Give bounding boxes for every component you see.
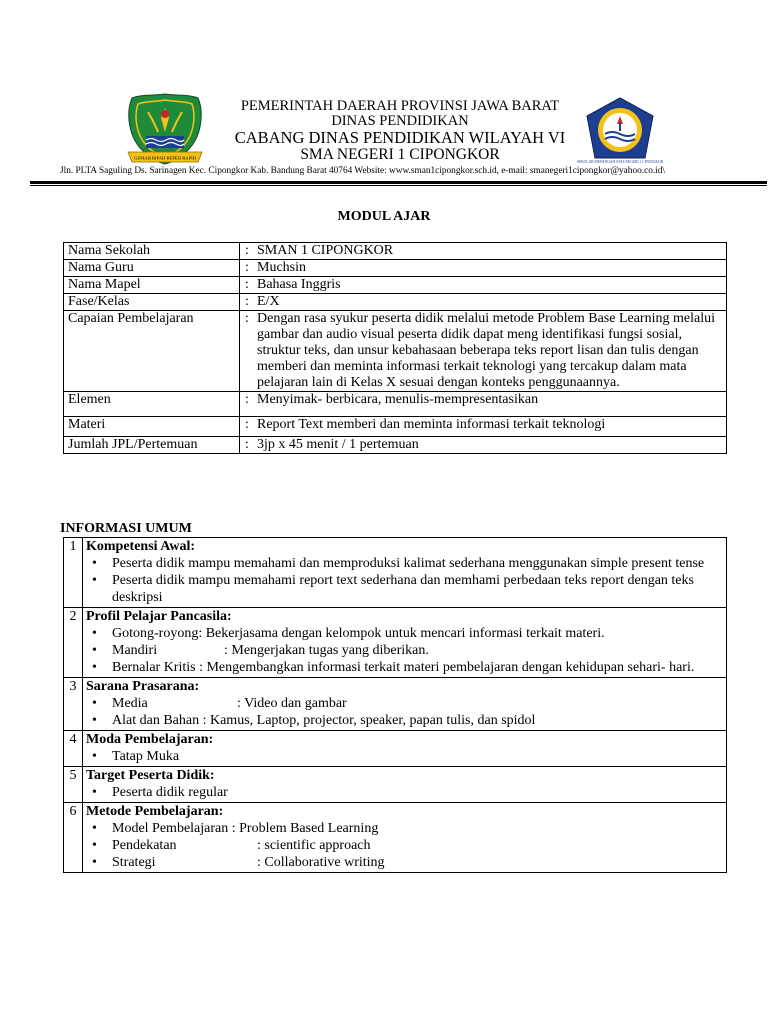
item-text: : Bekerjasama dengan kelompok untuk mencari informasi terkait materi. <box>198 626 605 641</box>
list-item <box>86 642 723 659</box>
identity-value: Bahasa Inggris <box>257 277 341 292</box>
item-label: Pendekatan <box>112 838 177 853</box>
section-body <box>83 767 727 803</box>
identity-value: 3jp x 45 menit / 1 pertemuan <box>257 437 419 452</box>
table-row <box>64 731 727 767</box>
list-item <box>86 820 723 837</box>
section-number: 3 <box>64 678 83 731</box>
item-label: Strategi <box>112 855 156 870</box>
bullet-list <box>86 784 723 801</box>
section-number: 2 <box>64 608 83 678</box>
table-row <box>64 311 727 392</box>
identity-value: Menyimak- berbicara, menulis-mempresentasikan <box>257 392 539 407</box>
identity-key: Nama Mapel <box>64 277 240 294</box>
section-heading: Kompetensi Awal: <box>86 539 196 554</box>
bullet-list <box>86 625 723 676</box>
list-item: • Peserta didik mampu memahami dan memproduksi kalimat sederhana menggunakan simple present tense <box>86 555 723 572</box>
item-label: Bernalar Kritis <box>112 660 196 675</box>
table-row <box>64 608 727 678</box>
school-logo <box>576 96 664 166</box>
table-row <box>64 767 727 803</box>
table-row <box>64 277 727 294</box>
section-heading: Moda Pembelajaran: <box>86 732 214 747</box>
list-item <box>86 712 723 729</box>
identity-value: Report Text memberi dan meminta informasi terkait teknologi <box>257 417 606 432</box>
list-item <box>86 659 723 676</box>
section-body <box>83 678 727 731</box>
table-row <box>64 803 727 873</box>
section-heading: Profil Pelajar Pancasila: <box>86 609 232 624</box>
section-number: 6 <box>64 803 83 873</box>
item-text: : Collaborative writing <box>257 855 385 870</box>
general-info-table <box>63 537 727 873</box>
table-row <box>64 437 727 454</box>
school-address: Jln. PLTA Saguling Ds. Sarinagen Kec. Cipongkor Kab. Bandung Barat 40764 Website: www.sman1cipongkor.sch.id, e-mail: smanegeri1cipongkor@yahoo.co.id\ <box>60 166 665 176</box>
table-row <box>64 392 727 417</box>
list-item: • Tatap Muka <box>86 748 723 765</box>
table-row <box>64 678 727 731</box>
item-label: Model Pembelajaran <box>112 821 229 836</box>
identity-key: Materi <box>64 417 240 437</box>
bullet-list <box>86 820 723 871</box>
bullet-list <box>86 748 723 765</box>
list-item <box>86 854 723 871</box>
list-item <box>86 837 723 854</box>
identity-value: Dengan rasa syukur peserta didik melalui metode Problem Base Learning melalui gambar dan audio visual peserta didik dapat meng identifikasi fungsi sosial, struktur teks, dan unsur kebahasaan beberapa teks report lisan dan tulis dengan memberi dan meminta informasi terkait teknologi yang tercakup dalam mata pelajaran lain di Kelas X sesuai dengan konteks penggunaannya. <box>257 311 715 390</box>
identity-table <box>63 242 727 454</box>
bullet-list <box>86 695 723 729</box>
document-title: MODUL AJAR <box>337 209 431 224</box>
letterhead-divider-thick <box>30 181 767 184</box>
school-logo-text: SEKOLAH MENENGAH ATAS NEGERI 1 CIPONGKOR <box>576 160 664 164</box>
identity-key: Nama Sekolah <box>64 243 240 260</box>
identity-value: Muchsin <box>257 260 306 275</box>
section-title: INFORMASI UMUM <box>60 521 192 536</box>
section-body <box>83 803 727 873</box>
identity-value: E/X <box>257 294 280 309</box>
agency-name: DINAS PENDIDIKAN <box>331 113 469 130</box>
table-row <box>64 243 727 260</box>
section-body <box>83 538 727 608</box>
identity-key: Fase/Kelas <box>64 294 240 311</box>
identity-key: Elemen <box>64 392 240 417</box>
item-text: : Mengembangkan informasi terkait materi pembelajaran dengan kehidupan sehari- hari. <box>195 660 695 675</box>
list-item: • Peserta didik regular <box>86 784 723 801</box>
identity-value-cell: : Dengan rasa syukur peserta didik melalui metode Problem Base Learning melalui gambar dan audio visual peserta didik dapat meng identifikasi fungsi sosial, struktur teks, dan unsur kebahasaan beberapa teks report lisan dan tulis dengan memberi dan meminta informasi terkait teknologi yang tercakup dalam mata pelajaran lain di Kelas X sesuai dengan konteks penggunaannya. <box>240 311 727 392</box>
item-text: : Kamus, Laptop, projector, speaker, papan tulis, dan spidol <box>199 713 536 728</box>
identity-value-cell: : 3jp x 45 menit / 1 pertemuan <box>240 437 727 454</box>
section-heading: Sarana Prasarana: <box>86 679 200 694</box>
table-row <box>64 417 727 437</box>
table-row <box>64 538 727 608</box>
item-text: : Problem Based Learning <box>228 821 379 836</box>
government-name: PEMERINTAH DAERAH PROVINSI JAWA BARAT <box>240 98 560 114</box>
section-body <box>83 731 727 767</box>
logo-motto: GEMAH RIPAH REPEH RAPIH <box>134 155 196 161</box>
letterhead-text <box>215 99 585 163</box>
identity-value-cell: : Muchsin <box>240 260 727 277</box>
identity-key: Capaian Pembelajaran <box>64 311 240 392</box>
identity-value-cell: : Menyimak- berbicara, menulis-mempresentasikan <box>240 392 727 417</box>
identity-key: Nama Guru <box>64 260 240 277</box>
bullet-list <box>86 555 723 606</box>
table-row <box>64 260 727 277</box>
section-number: 1 <box>64 538 83 608</box>
letterhead-divider-thin <box>30 185 767 186</box>
identity-value: SMAN 1 CIPONGKOR <box>257 243 394 258</box>
identity-value-cell: : E/X <box>240 294 727 311</box>
section-heading: Metode Pembelajaran: <box>86 804 224 819</box>
list-item <box>86 625 723 642</box>
table-row <box>64 294 727 311</box>
item-label: Alat dan Bahan <box>112 713 200 728</box>
item-label: Gotong-royong <box>112 626 199 641</box>
item-text: : scientific approach <box>257 838 371 853</box>
section-number: 4 <box>64 731 83 767</box>
branch-name: CABANG DINAS PENDIDIKAN WILAYAH VI <box>234 128 566 148</box>
section-heading: Target Peserta Didik: <box>86 768 215 783</box>
west-java-emblem-logo <box>118 92 212 166</box>
section-number: 5 <box>64 767 83 803</box>
identity-value-cell: : SMAN 1 CIPONGKOR <box>240 243 727 260</box>
identity-value-cell: : Report Text memberi dan meminta informasi terkait teknologi <box>240 417 727 437</box>
item-text: : Video dan gambar <box>237 696 347 711</box>
section-body <box>83 608 727 678</box>
list-item: • Peserta didik mampu memahami report text sederhana dan memhami perbedaan teks report dengan teks deskripsi <box>86 572 723 606</box>
identity-key: Jumlah JPL/Pertemuan <box>64 437 240 454</box>
item-label: Mandiri <box>112 643 158 658</box>
item-label: Media <box>112 696 148 711</box>
item-text: : Mengerjakan tugas yang diberikan. <box>224 643 429 658</box>
school-name: SMA NEGERI 1 CIPONGKOR <box>300 145 500 163</box>
list-item <box>86 695 723 712</box>
identity-value-cell: : Bahasa Inggris <box>240 277 727 294</box>
